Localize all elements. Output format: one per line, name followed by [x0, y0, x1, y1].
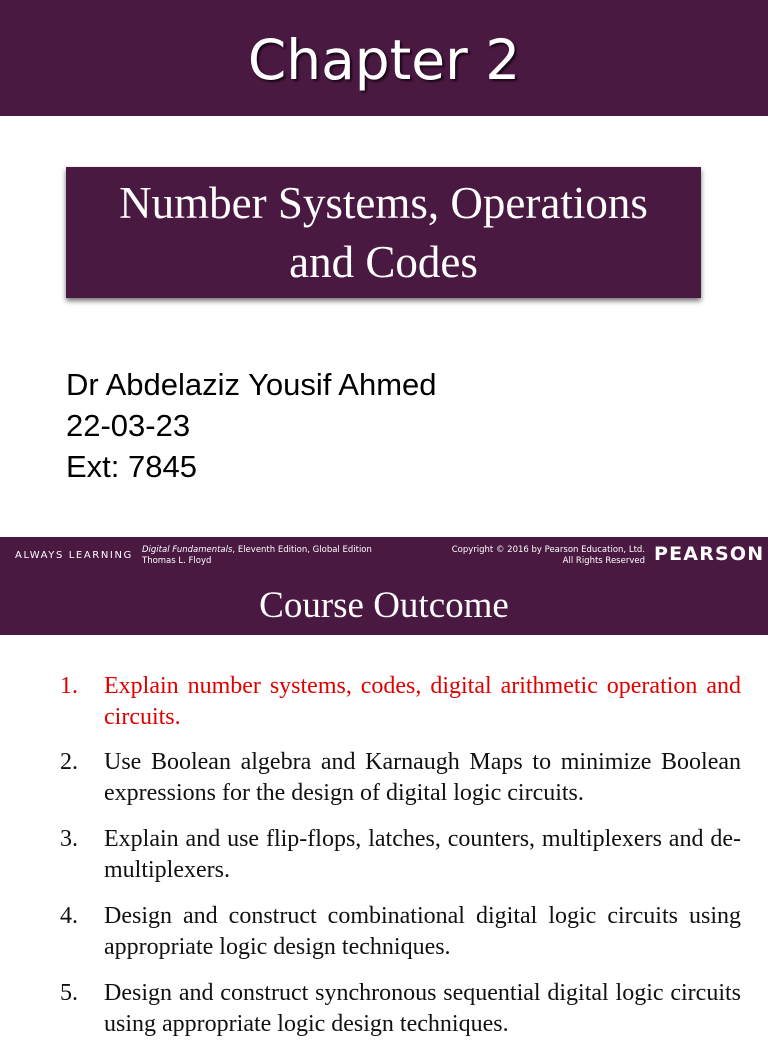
item-number: 1. [60, 673, 78, 699]
course-outcome-title: Course Outcome [259, 585, 509, 626]
slide-title-box [66, 167, 701, 298]
book-edition: , Eleventh Edition, Global Edition [232, 545, 372, 555]
slide-title-line-2: and Codes [289, 237, 478, 287]
copyright-line-1: Copyright © 2016 by Pearson Education, Ltd. [451, 545, 645, 555]
item-text: Design and construct synchronous sequential digital logic circuits using appropriate logic design techniques. [104, 980, 741, 1037]
item-number: 4. [60, 903, 78, 929]
item-text: Design and construct combinational digital logic circuits using appropriate logic design techniques. [104, 903, 741, 960]
slide-title-line-1: Number Systems, Operations [119, 178, 648, 228]
extension: Ext: 7845 [66, 449, 197, 484]
item-text: Explain and use flip-flops, latches, counters, multiplexers and de-multiplexers. [104, 826, 741, 883]
list-item [60, 901, 741, 963]
book-credit [142, 545, 372, 567]
author-name: Dr Abdelaziz Yousif Ahmed [66, 367, 437, 402]
book-title: Digital Fundamentals [142, 545, 233, 555]
always-learning-label: ALWAYS LEARNING [15, 550, 133, 561]
book-author: Thomas L. Floyd [142, 556, 212, 566]
copyright-notice [452, 545, 645, 567]
item-text: Explain number systems, codes, digital arithmetic operation and circuits. [104, 673, 741, 730]
date: 22-03-23 [66, 408, 191, 443]
item-text: Use Boolean algebra and Karnaugh Maps to minimize Boolean expressions for the design of digital logic circuits. [104, 749, 741, 806]
pearson-logo: PEARSON [654, 543, 765, 565]
item-number: 2. [60, 749, 78, 775]
list-item [60, 747, 741, 809]
copyright-line-2: All Rights Reserved [562, 556, 645, 566]
chapter-title: Chapter 2 [247, 28, 521, 92]
item-number: 5. [60, 980, 78, 1006]
list-item [60, 824, 741, 886]
list-item [60, 671, 741, 733]
list-item [60, 978, 741, 1040]
item-number: 3. [60, 826, 78, 852]
